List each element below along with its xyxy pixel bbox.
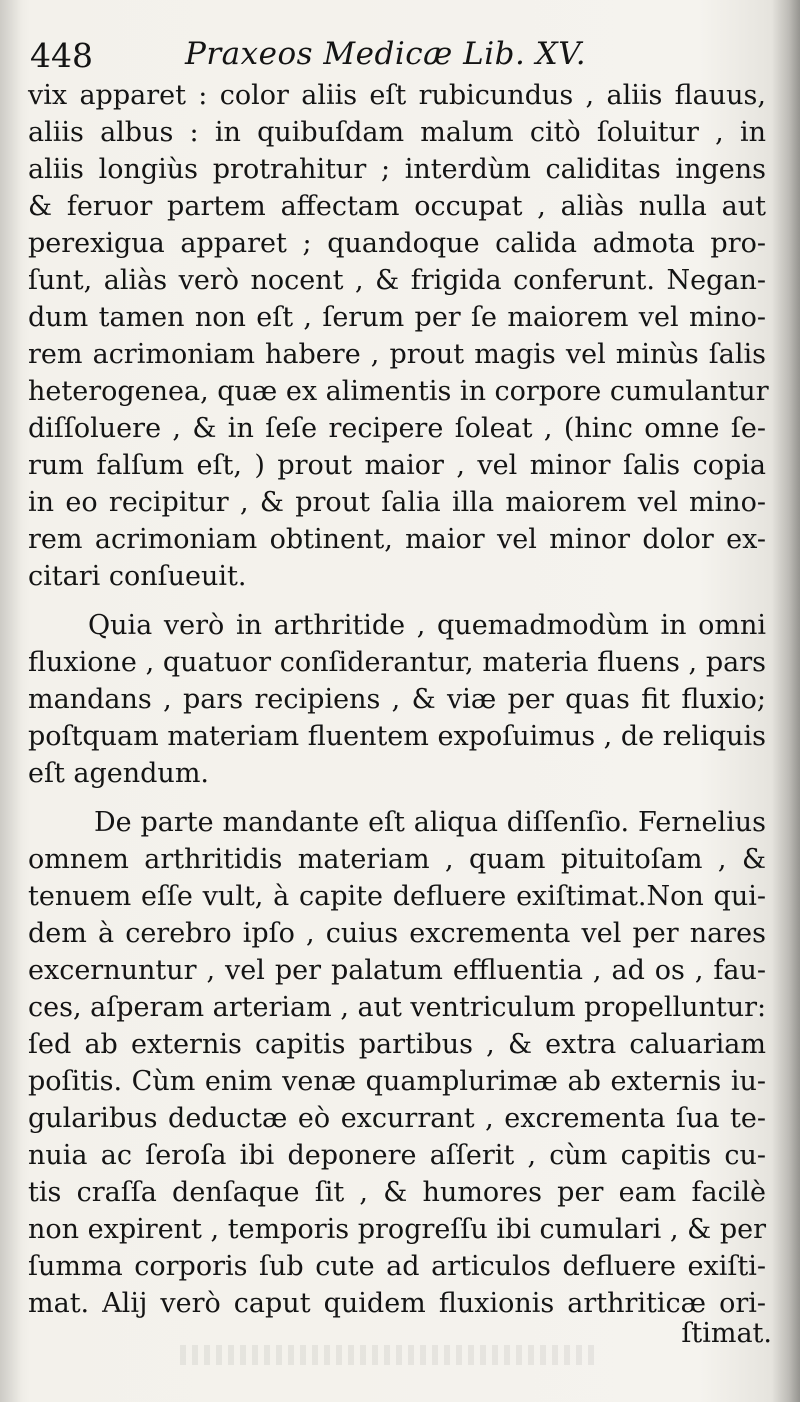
- page-number: 448: [30, 36, 93, 75]
- text-line: rum falſum eſt, ) prout maior , vel minor ſalis copia: [28, 450, 766, 481]
- text-line: aliis longiùs protrahitur ; interdùm caliditas ingens: [28, 154, 766, 185]
- text-line: citari conſueuit.: [28, 561, 247, 592]
- text-line: poſitis. Cùm enim venæ quamplurimæ ab externis iu-: [28, 1066, 766, 1097]
- text-line: ſed ab externis capitis partibus , & extra caluariam: [28, 1029, 766, 1060]
- text-line: perexigua apparet ; quandoque calida admota pro-: [28, 228, 766, 259]
- text-line: gularibus deductæ eò excurrant , excrementa ſua te-: [28, 1103, 766, 1134]
- text-line: diſſoluere , & in ſeſe recipere ſoleat , (hinc omne ſe-: [28, 413, 766, 444]
- paragraph-start-line: Quia verò in arthritide , quemadmodùm in omni: [88, 610, 766, 641]
- text-line: rem acrimoniam habere , prout magis vel minùs ſalis: [28, 339, 766, 370]
- text-line: nuia ac ſeroſa ibi deponere aſſerit , cùm capitis cu-: [28, 1140, 766, 1171]
- text-line: ſunt, aliàs verò nocent , & frigida conferunt. Negan-: [28, 265, 766, 296]
- running-head: Praxeos Medicæ Lib. XV.: [185, 36, 587, 72]
- text-line: heterogenea, quæ ex alimentis in corpore cumulantur: [28, 376, 769, 407]
- text-line: rem acrimoniam obtinent, maior vel minor dolor ex-: [28, 524, 766, 555]
- text-line: & feruor partem affectam occupat , aliàs nulla aut: [28, 191, 766, 222]
- text-line: dum tamen non eſt , ſerum per ſe maiorem vel mino-: [28, 302, 766, 333]
- text-line: excernuntur , vel per palatum effluentia , ad os , fau-: [28, 955, 766, 986]
- text-line: vix apparet : color aliis eſt rubicundus , aliis flauus,: [28, 80, 766, 111]
- paragraph-start-line: De parte mandante eſt aliqua diſſenſio. Fernelius: [94, 807, 766, 838]
- text-line: mat. Alij verò caput quidem fluxionis arthriticæ ori-: [28, 1288, 766, 1319]
- text-line: dem à cerebro ipſo , cuius excrementa vel per nares: [28, 918, 766, 949]
- page-left-edge-shadow: [0, 0, 22, 1402]
- text-line: fluxione , quatuor conſiderantur, materia fluens , pars: [28, 647, 766, 678]
- text-line: in eo recipitur , & prout ſalia illa maiorem vel mino-: [28, 487, 766, 518]
- text-line: aliis albus : in quibuſdam malum citò ſoluitur , in: [28, 117, 766, 148]
- text-line: mandans , pars recipiens , & viæ per quas fit fluxio;: [28, 684, 766, 715]
- text-line: ſumma corporis ſub cute ad articulos defluere exiſti-: [28, 1251, 766, 1282]
- text-line: non expirent , temporis progreſſu ibi cumulari , & per: [28, 1214, 766, 1245]
- page-header: [30, 34, 770, 84]
- text-line: tenuem eſſe vult, à capite defluere exiſtimat.Non qui-: [28, 881, 766, 912]
- page-spine-shadow: [772, 0, 800, 1402]
- text-line: poſtquam materiam fluentem expoſuimus , de reliquis: [28, 721, 766, 752]
- text-line: omnem arthritidis materiam , quam pituitoſam , &: [28, 844, 766, 875]
- text-line: ces, aſperam arteriam , aut ventriculum propelluntur:: [28, 992, 767, 1023]
- text-line: tis craſſa denſaque ſit , & humores per eam facilè: [28, 1177, 766, 1208]
- show-through-texture: [180, 1345, 600, 1365]
- catchword: ſtimat.: [681, 1318, 772, 1349]
- text-line: eſt agendum.: [28, 758, 210, 789]
